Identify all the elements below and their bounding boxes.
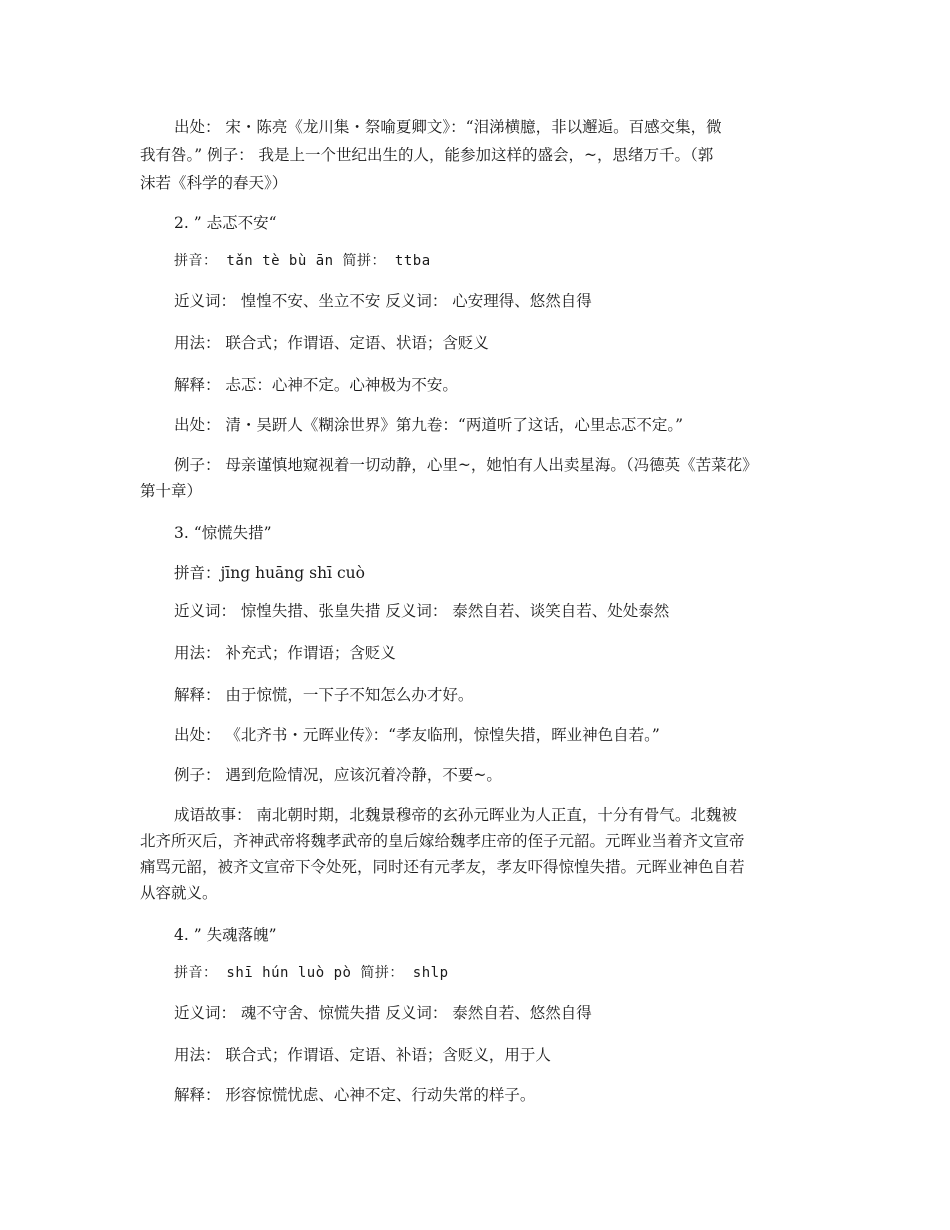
example-line-2a: 例子： 母亲谨慎地窥视着一切动静，心里~，她怕有人出卖星海。（冯德英《苦菜花》 xyxy=(174,456,758,474)
story-line-4: 从容就义。 xyxy=(140,884,218,902)
definition-line-2: 解释： 忐忑：心神不定。心神极为不安。 xyxy=(174,376,458,394)
usage-line-3: 用法： 补充式；作谓语；含贬义 xyxy=(174,644,396,662)
usage-line-4: 用法： 联合式；作谓语、定语、补语；含贬义，用于人 xyxy=(174,1046,551,1064)
definition-line-3: 解释： 由于惊慌，一下子不知怎么办才好。 xyxy=(174,686,474,704)
entry-heading-4: 4. ” 失魂落魄” xyxy=(174,926,277,944)
example-line-2b: 第十章） xyxy=(140,482,203,500)
text-line-example-2: 沫若《科学的春天》） xyxy=(140,174,288,192)
text-line-source-1: 出处： 宋・陈亮《龙川集・祭喻夏卿文》：“泪涕横臆，非以邂逅。百感交集，微 xyxy=(174,118,722,136)
usage-line-2: 用法： 联合式；作谓语、定语、状语；含贬义 xyxy=(174,334,489,352)
source-line-2: 出处： 清・吴趼人《糊涂世界》第九卷：“两道听了这话，心里忐忑不定。” xyxy=(174,416,684,434)
pinyin-line-3: 拼音：jīng huāng shī cuò xyxy=(174,564,365,582)
text-line-example-1: 我有咎。” 例子： 我是上一个世纪出生的人，能参加这样的盛会，~，思绪万千。（郭 xyxy=(140,146,714,164)
source-line-3: 出处： 《北齐书・元晖业传》：“孝友临刑，惊惶失措，晖业神色自若。” xyxy=(174,726,660,744)
synonyms-line-4: 近义词： 魂不守舍、惊慌失措 反义词： 泰然自若、悠然自得 xyxy=(174,1004,592,1022)
synonyms-line-3: 近义词： 惊惶失措、张皇失措 反义词： 泰然自若、谈笑自若、处处泰然 xyxy=(174,602,670,620)
story-line-2: 北齐所灭后，齐神武帝将魏孝武帝的皇后嫁给魏孝庄帝的侄子元韶。元晖业当着齐文宣帝 xyxy=(140,832,745,850)
pinyin-line-4: 拼音： shī hún luò pò 简拼： shlp xyxy=(174,965,449,981)
example-line-3: 例子： 遇到危险情况，应该沉着冷静，不要~。 xyxy=(174,766,502,784)
definition-line-4: 解释： 形容惊慌忧虑、心神不定、行动失常的样子。 xyxy=(174,1086,536,1104)
story-line-1: 成语故事： 南北朝时期，北魏景穆帝的玄孙元晖业为人正直，十分有骨气。北魏被 xyxy=(174,806,737,824)
entry-heading-2: 2. ” 忐忑不安“ xyxy=(174,214,277,232)
pinyin-line-2: 拼音： tǎn tè bù ān 简拼： ttba xyxy=(174,253,431,269)
story-line-3: 痛骂元韶，被齐文宣帝下令处死，同时还有元孝友，孝友吓得惊惶失措。元晖业神色自若 xyxy=(140,858,745,876)
entry-heading-3: 3. “惊慌失措” xyxy=(174,524,272,542)
synonyms-line-2: 近义词： 惶惶不安、坐立不安 反义词： 心安理得、悠然自得 xyxy=(174,292,592,310)
